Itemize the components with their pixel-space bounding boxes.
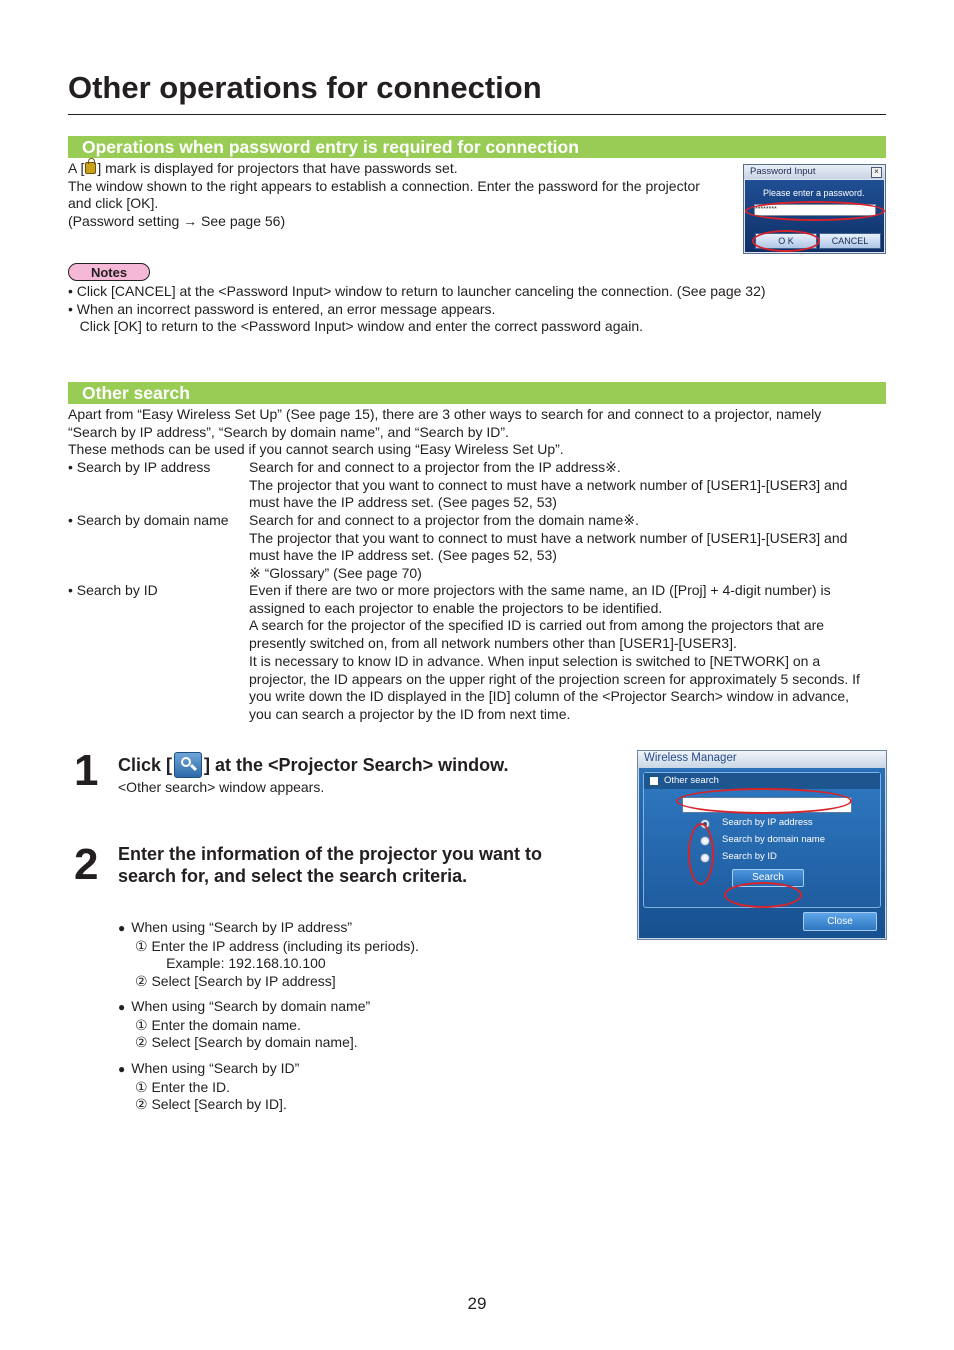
intro-line: Apart from “Easy Wireless Set Up” (See page 15), there are 3 other ways to search for and connect to a projector, namely — [68, 406, 822, 422]
password-window-titlebar — [744, 165, 885, 179]
step-2-group-domain: ● When using “Search by domain name” ① Enter the domain name. ② Select [Search by domain name]. — [118, 998, 371, 1051]
other-search-panel-header — [644, 773, 880, 789]
method-term: • Search by IP address — [68, 459, 211, 475]
radio-label-domain: Search by domain name — [722, 834, 825, 845]
notes-item: • Click [CANCEL] at the <Password Input> window to return to launcher canceling the connection. (See page 32) — [68, 283, 766, 299]
other-search-panel-title: Other search — [664, 775, 719, 786]
step-2-group-id: ● When using “Search by ID” ① Enter the ID. ② Select [Search by ID]. — [118, 1060, 300, 1113]
password-description — [68, 160, 728, 231]
other-search-intro — [68, 406, 886, 459]
highlight-ring-ok — [752, 230, 820, 252]
lock-icon — [85, 162, 96, 174]
intro-line: “Search by IP address”, “Search by domain name”, and “Search by ID”. — [68, 423, 509, 440]
wireless-window-titlebar — [638, 751, 886, 767]
wireless-manager-window — [637, 750, 887, 940]
section-heading-other-search — [68, 382, 886, 404]
search-icon — [174, 752, 202, 778]
method-desc: Even if there are two or more projectors with the same name, an ID ([Proj] + 4-digit number) is assigned to each projector to enable the projectors to be identified. A search for the projector of the specified ID is carried out from among the projectors that are presently switched on, from all network numbers other than [USER1]-[USER3]. It is necessary to know ID in advance. When input selection is switched to [NETWORK] on a projector, the ID appears on the upper right of the projection screen for approximately 5 seconds. If you write down the ID displayed in the [ID] column of the <Projector Search> window in advance, you can search a projector by the ID from next time. — [249, 582, 860, 722]
wireless-window-title: Wireless Manager — [644, 752, 737, 764]
step-1-number: 1 — [74, 746, 99, 795]
method-desc: Search for and connect to a projector from the domain name※. The projector that you want to connect to must have a network number of [USER1]-[USER3] and must have the IP address set. (See pages 52, 53) ※ “Glossary” (See page 70) — [249, 512, 848, 582]
close-button[interactable]: Close — [803, 912, 877, 931]
step-2-group-ip: ● When using “Search by IP address” ① Enter the IP address (including its periods). Example: 192.168.10.100 ② Select [Search by IP address] — [118, 919, 419, 990]
bullet-icon: ● — [118, 1000, 126, 1014]
panel-square-icon — [650, 777, 658, 785]
notes-badge: Notes — [68, 263, 150, 281]
password-line-2: The window shown to the right appears to establish a connection. Enter the password for the projector — [68, 177, 700, 194]
section-heading-password — [68, 136, 886, 158]
step-1-sub: <Other search> window appears. — [118, 779, 325, 795]
close-icon[interactable]: × — [871, 167, 882, 178]
step-2-heading: Enter the information of the projector you want to search for, and select the search criteria. — [118, 844, 543, 886]
method-term: • Search by ID — [68, 582, 158, 598]
password-input-window — [743, 164, 886, 254]
page-title: Other operations for connection — [68, 70, 542, 105]
highlight-ring-search — [724, 882, 802, 908]
bullet-icon: ● — [118, 921, 126, 935]
bullet-icon: ● — [118, 1062, 126, 1076]
title-divider — [68, 114, 886, 115]
password-field[interactable]: ******** — [754, 204, 876, 216]
method-desc: Search for and connect to a projector from the IP address※. The projector that you want to connect to must have a network number of [USER1]-[USER3] and must have the IP address set. (See pages 52, 53) — [249, 459, 848, 511]
method-domain — [68, 512, 886, 584]
section-heading-other-search-text: Other search — [82, 383, 190, 403]
radio-label-ip: Search by IP address — [722, 817, 813, 828]
section-heading-password-text: Operations when password entry is required for connection — [82, 137, 579, 157]
notes-item: • When an incorrect password is entered, an error message appears. — [68, 300, 496, 317]
step-1-heading: Click [ ] at the <Projector Search> window. — [118, 752, 508, 778]
password-prompt: Please enter a password. — [763, 188, 865, 198]
password-line-1: A [ ] mark is displayed for projectors that have passwords set. — [68, 160, 458, 176]
highlight-ring-input — [676, 788, 852, 814]
page-number: 29 — [467, 1294, 487, 1313]
intro-line: These methods can be used if you cannot search using “Easy Wireless Set Up”. — [68, 441, 564, 458]
ok-button[interactable]: O K — [755, 233, 817, 249]
highlight-ring-password — [745, 201, 885, 221]
password-line-4: (Password setting → See page 56) — [68, 213, 286, 230]
method-term: • Search by domain name — [68, 512, 229, 528]
step-2-number: 2 — [74, 840, 99, 889]
cancel-button[interactable]: CANCEL — [819, 233, 881, 249]
radio-label-id: Search by ID — [722, 851, 777, 862]
password-line-3: and click [OK]. — [68, 195, 159, 212]
notes-list — [68, 283, 886, 336]
method-id — [68, 582, 886, 726]
highlight-ring-radios — [688, 823, 714, 885]
notes-item: Click [OK] to return to the <Password Input> window and enter the correct password again. — [68, 318, 644, 335]
password-window-title: Password Input — [750, 166, 816, 177]
method-ip — [68, 459, 886, 513]
search-button[interactable]: Search — [732, 869, 804, 887]
